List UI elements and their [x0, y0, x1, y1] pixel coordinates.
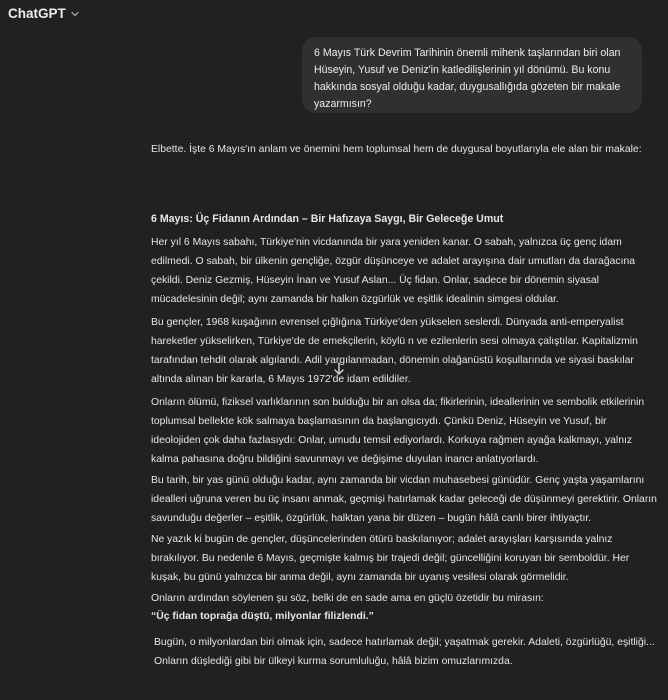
article-title: 6 Mayıs: Üç Fidanın Ardından – Bir Hafızaya Saygı, Bir Geleceğe Umut	[151, 213, 504, 225]
user-message-bubble	[302, 37, 642, 113]
article-paragraph: Ne yazık ki bugün de gençler, düşüncelerinden ötürü baskılanıyor; adalet arayışları karşısında yalnız bırakılıyor. Bu nedenle 6 Mayıs, geçmişte kalmış bir trajedi değil; güncelliğini koruyan bir semboldür. Her kuşak, bu günü yalnızca bir anma değil, aynı zamanda bir uyanış vesilesi olarak görmelidir.	[151, 534, 630, 583]
article-paragraph: Bu tarih, bir yas günü olduğu kadar, aynı zamanda bir vicdan muhasebesi günüdür. Genç yaşta yaşamlarını idealleri uğruna veren bu üç insanı anmak, geçmişi hatırlamak kadar geleceği de düşünmeyi gerektirir. Onların savunduğu değerler – eşitlik, özgürlük, halktan yana bir düzen – bugün hâlâ canlı birer ihtiyaçtır.	[151, 475, 657, 524]
scroll-down-icon[interactable]	[330, 360, 348, 378]
chevron-down-icon	[70, 9, 80, 19]
top-bar	[0, 0, 668, 30]
model-selector-button[interactable]	[8, 6, 80, 21]
article-paragraph: Bugün, o milyonlardan biri olmak için, sadece hatırlamak değil; yaşatmak gerekir. Adaleti, özgürlüğü, eşitliği... Onların düşlediği gibi bir ülkeyi kurma sorumluluğu, hâlâ bizim omuzlarımızda.	[154, 637, 655, 667]
model-name: ChatGPT	[8, 6, 66, 21]
user-message-text: 6 Mayıs Türk Devrim Tarihinin önemli mihenk taşlarından biri olan Hüseyin, Yusuf ve Deniz'in katledilişlerinin yıl dönümü. Bu konu hakkında sosyal olduğu kadar, duygusallığıda gözeten bir makale yazarmısın?	[314, 47, 621, 110]
assistant-message	[151, 143, 659, 667]
article-paragraph: Onların ölümü, fiziksel varlıklarının son bulduğu bir an olsa da; fikirlerinin, ideallerinin ve sembolik etkilerinin toplumsal bellekte kök salmaya başlamasının da başlangıcıydı. Çünkü Deniz, Hüseyin ve Yusuf, bir ideolojiden çok daha fazlasıydı: Onlar, umudu temsil ediyorlardı. Korkuya rağmen ayağa kalkmayı, yalnız kalma pahasına doğru bildiğini savunmayı ve değişime duyulan inancı anlatıyorlardı.	[151, 397, 645, 465]
article-paragraph: Bu gençler, 1968 kuşağının evrensel çığlığına Türkiye'den yükselen seslerdi. Dünyada anti-emperyalist hareketler yükselirken, Türkiye'de de emekçilerin, köylü n ve ezilenlerin sesi olmaya çalıştılar. Kapitalizmin tarafından tehdit olarak algılandı. Adil yargılanmadan, dönemin olağanüstü koşullarında ve siyasi baskılar altında alınan bir kararla, 6 Mayıs 1972'de idam edildiler.	[151, 317, 638, 385]
article-paragraph: Onların ardından söylenen şu söz, belki de en sade ama en güçlü özetidir bu mirasın:	[151, 593, 544, 604]
article-paragraph: Her yıl 6 Mayıs sabahı, Türkiye'nin vicdanında bir yara yeniden kanar. O sabah, yalnızca üç genç idam edilmedi. O sabah, bir ülkenin gençliğe, özgür düşünceye ve adalet arayışına dair umutları da darağacına çekildi. Deniz Gezmiş, Hüseyin İnan ve Yusuf Aslan... Üç fidan. Onlar, sadece bir dönemin siyasal mücadelesinin değil; aynı zamanda bir halkın özgürlük ve eşitlik idealinin simgesi oldular.	[151, 237, 636, 305]
article-quote: “Üç fidan toprağa düştü, milyonlar filizlendi.”	[151, 611, 374, 622]
assistant-intro: Elbette. İşte 6 Mayıs'ın anlam ve önemini hem toplumsal hem de duygusal boyutlarıyla ele alan bir makale:	[151, 144, 642, 155]
